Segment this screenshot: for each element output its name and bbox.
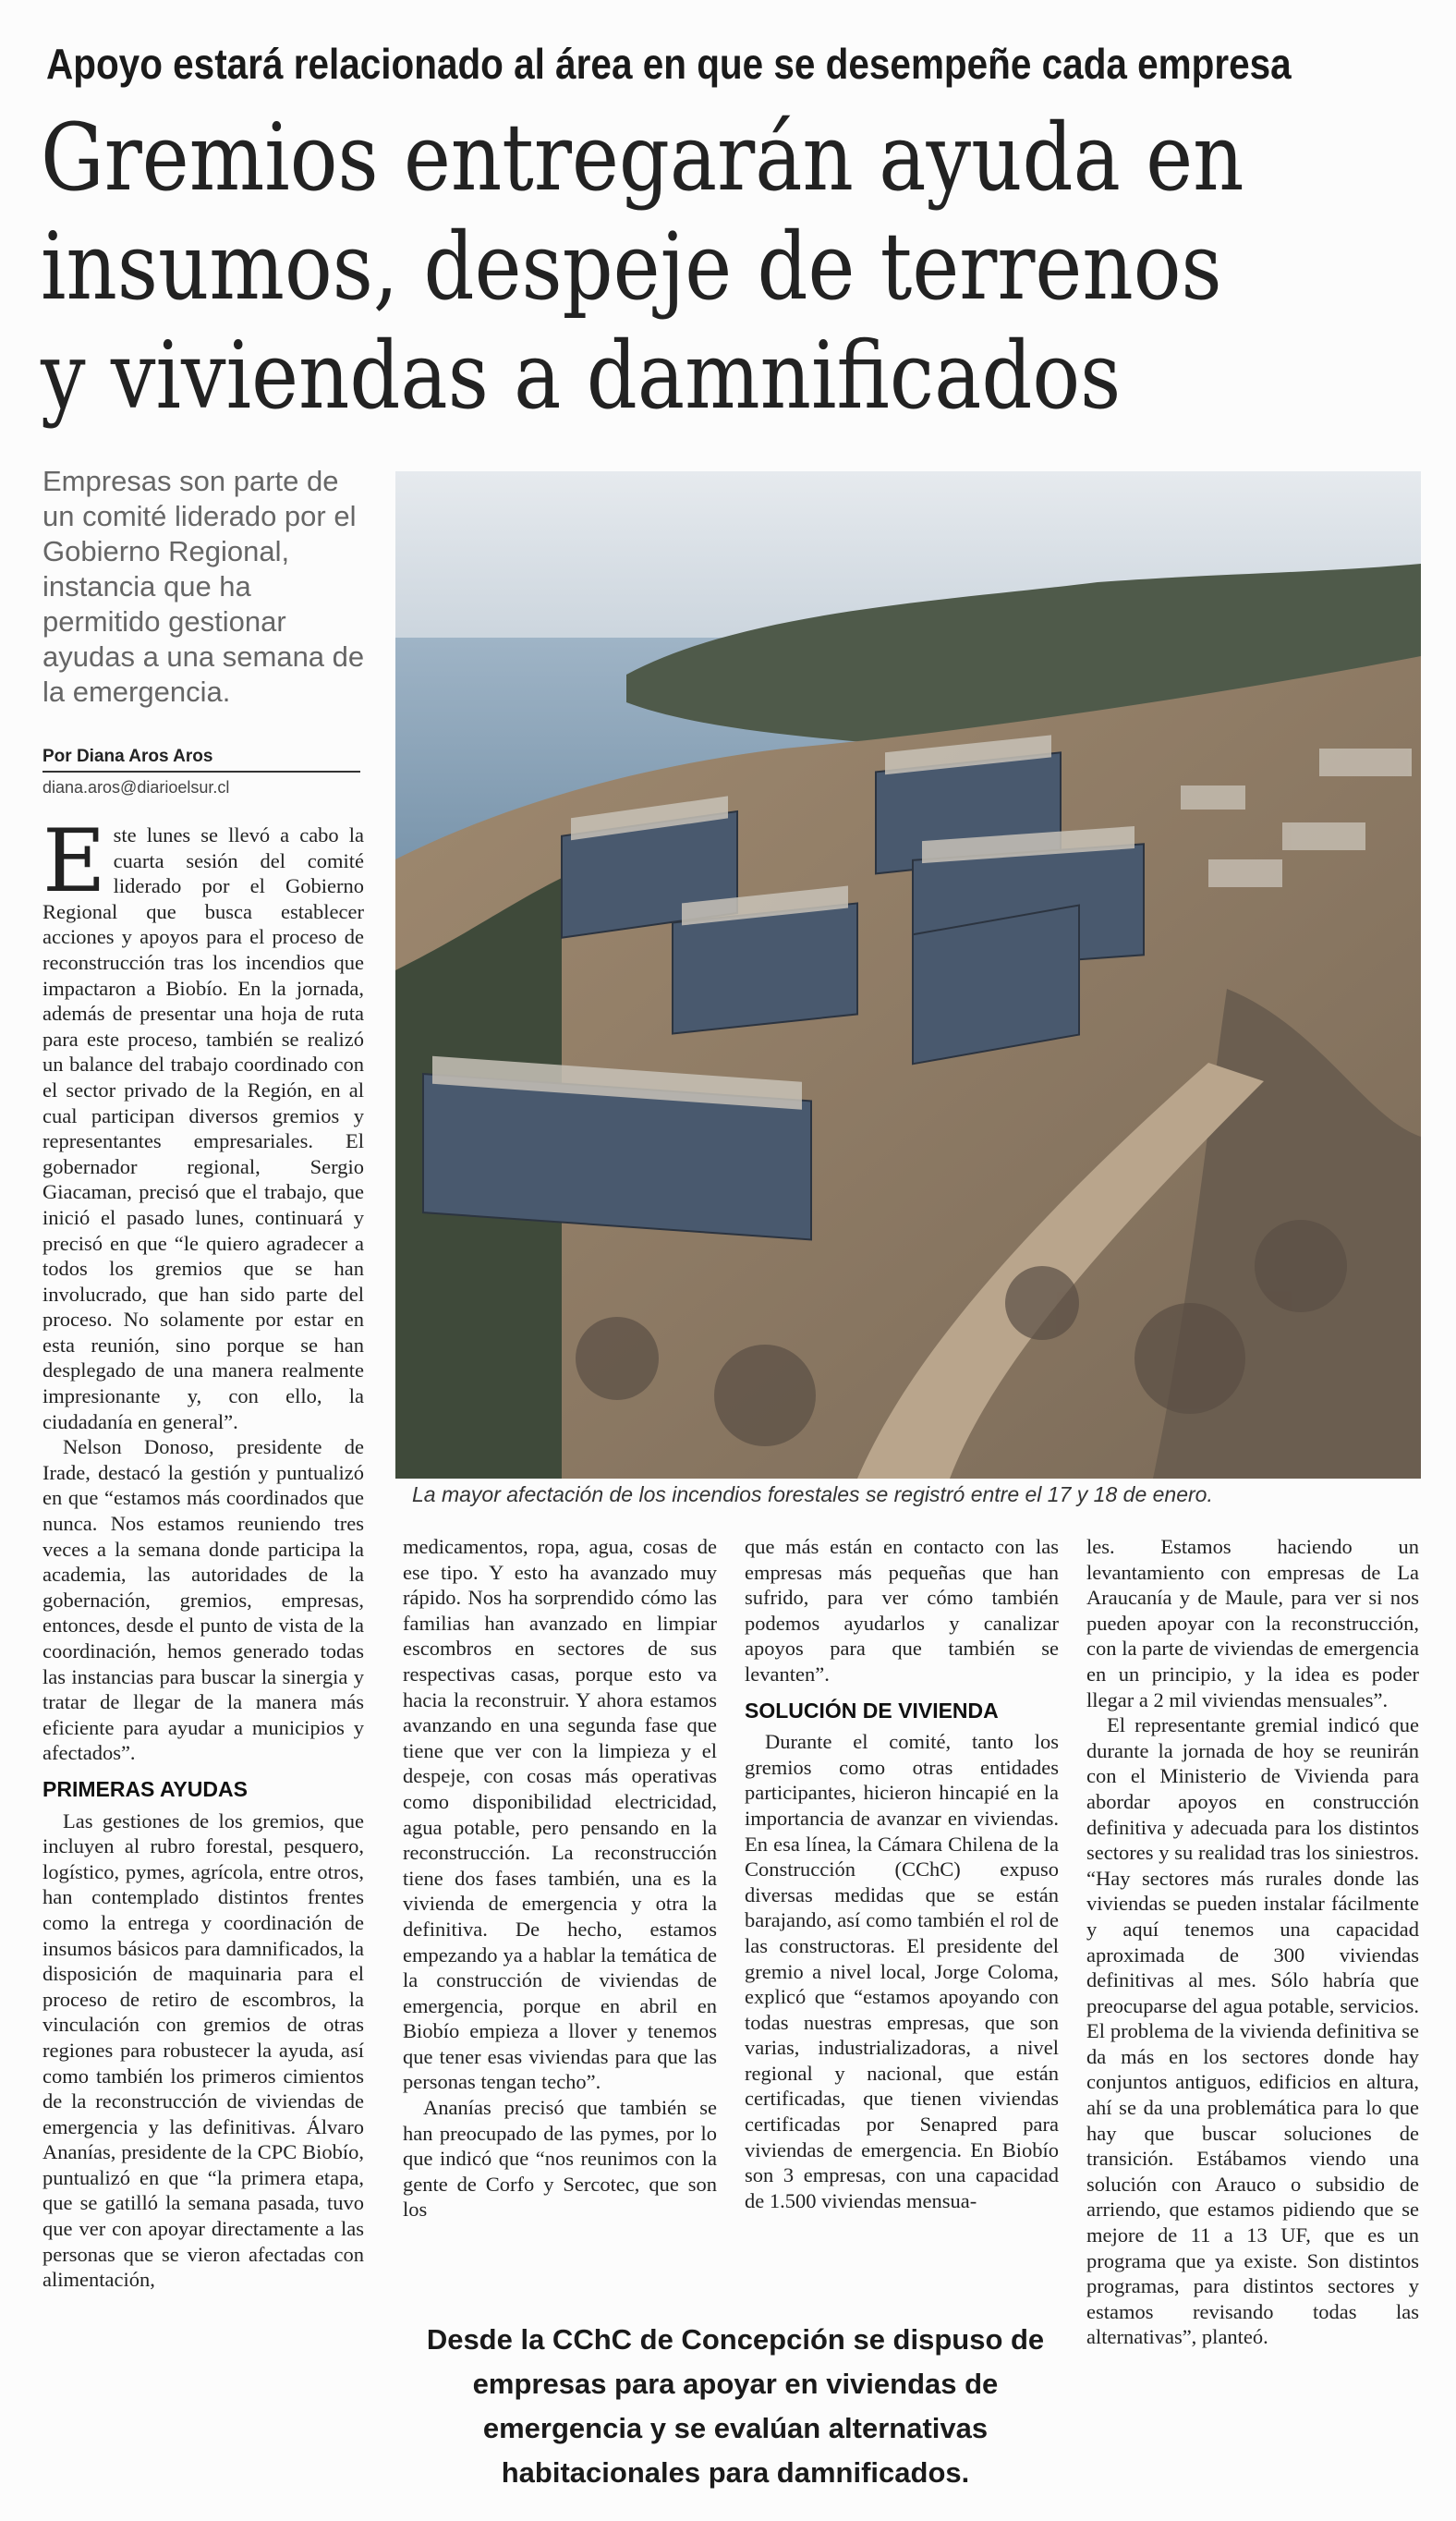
headline-line-3: y viviendas a damnificados <box>41 322 1122 430</box>
body-paragraph: El representante gremial indicó que durante la jornada de hoy se reunirán con el Ministerio de Vivienda para abordar apoyos en construcción definitiva y adecuada para los distintos sectores y su realidad tras los siniestros. “Hay sectores más rurales donde las viviendas se pueden instalar fácilmente y aquí tenemos una capacidad aproximada de 300 viviendas definitivas al mes. Sólo habría que preocuparse del agua potable, servicios. El problema de la vivienda definitiva se da más en los sectores donde hay conjuntos antiguos, edificios en altura, ahí se da una problemática para lo que hay que buscar soluciones de transición. Estábamos viendo una solución con Arauco o subsidio de arriendo, que estamos pidiendo que se mejore de 11 a 13 UF, que es un programa que ya existe. Son distintos programas, para distintos sectores y estamos revisando todas las alternativas”, planteó. <box>1086 1713 1419 2349</box>
pull-quote: Desde la CChC de Concepción se dispuso de empresas para apoyar en viviendas de emergencia y se evalúan alternativas habitacionales para damnificados. <box>426 2323 1045 2489</box>
headline <box>41 104 1426 431</box>
byline-email: diana.aros@diarioelsur.cl <box>42 778 230 797</box>
byline-rule <box>42 771 360 773</box>
aerial-photo <box>395 471 1421 1479</box>
section-heading: PRIMERAS AYUDAS <box>42 1776 248 1801</box>
burned-buildings-image <box>395 471 1421 1479</box>
photo-caption: La mayor afectación de los incendios forestales se registró entre el 17 y 18 de enero. <box>412 1482 1213 1506</box>
headline-line-1: Gremios entregarán ayuda en <box>41 104 1244 212</box>
body-paragraph: Este lunes se llevó a cabo la cuarta sesión del comité liderado por el Gobierno Regional que busca establecer acciones y apoyos para el proceso de reconstrucción tras los incendios que impactaron a Biobío. En la jornada, además de presentar una hoja de ruta para este proceso, también se realizó un balance del trabajo coordinado con el sector privado de la Región, en al cual participan diversos gremios y representantes empresariales. El gobernador regional, Sergio Giacaman, precisó que el trabajo, que inició el pasado lunes, continuará y precisó en que “le quiero agradecer a todos los gremios que se han involucrado, que han sido parte del proceso. No solamente por estar en esta reunión, sino porque se han desplegado de una manera realmente impresionante y, con ello, la ciudadanía en general”. <box>42 811 364 1433</box>
subhead: Empresas son parte de un comité liderado por el Gobierno Regional, instancia que ha permitido gestionar ayudas a una semana de la emergencia. <box>42 465 365 708</box>
kicker: Apoyo estará relacionado al área en que se desempeñe cada empresa <box>46 40 1292 88</box>
body-paragraph: Durante el comité, tanto los gremios como otras entidades participantes, hicieron hincapié en la importancia de avanzar en viviendas. En esa línea, la Cámara Chilena de la Construcción (CChC) expuso diversas medidas que se están barajando, así como también el rol de las constructoras. El presidente del gremio a nivel local, Jorge Coloma, explicó que “estamos apoyando con todas nuestras empresas, que son varias, industrializadoras, a nivel regional y nacional, que están certificadas, que tienen viviendas certificadas por Senapred para viviendas de emergencia. En Biobío son 3 empresas, con una capacidad de 1.500 viviendas mensua- <box>745 1730 1059 2212</box>
body-paragraph: Nelson Donoso, presidente de Irade, destacó la gestión y puntualizó en que “estamos más coordinados que nunca. Nos estamos reuniendo tres veces a la semana donde participa la academia, las autoridades de la gobernación, gremios, empresas, entonces, desde el punto de vista de la coordinación, hemos generado todas las instancias para buscar la sinergia y tratar de llegar de la manera más eficiente para ayudar a municipios y afectados”. <box>42 1435 364 1765</box>
section-heading: SOLUCIÓN DE VIVIENDA <box>745 1698 999 1723</box>
body-paragraph: medicamentos, ropa, agua, cosas de ese tipo. Y esto ha avanzado muy rápido. Nos ha sorprendido cómo las familias han avanzado en limpiar escombros en sectores de sus respectivas casas, porque esto va hacia la reconstruir. Y ahora estamos avanzando en una segunda fase que tiene que ver con la limpieza y el despeje, con cosas más operativas como disponibilidad electricidad, agua potable, pero pensando en la reconstrucción. La reconstrucción tiene dos fases también, una es la vivienda de emergencia y otra la definitiva. De hecho, estamos empezando ya a hablar la temática de la construcción de viviendas de emergencia, porque en abril en Biobío empieza a llover y tenemos que tener esas viviendas para que las personas tengan techo”. <box>403 1535 717 2094</box>
body-column-3 <box>745 1534 1059 2213</box>
byline: Por Diana Aros Aros <box>42 747 213 766</box>
body-paragraph: les. Estamos haciendo un levantamiento con empresas de La Araucanía y de Maule, para ver si nos pueden apoyar con la reconstrucción, con la parte de viviendas de emergencia en un principio, y la idea es poder llegar a 2 mil viviendas mensuales”. <box>1086 1535 1419 1711</box>
body-paragraph: Las gestiones de los gremios, que incluyen al rubro forestal, pesquero, logístico, pymes, agrícola, entre otros, han contemplado distintos frentes como la entrega y coordinación de insumos básicos para damnificados, la disposición de maquinaria para el proceso de retiro de escombros, la vinculación con gremios de otras regiones para robustecer la ayuda, así como también los primeros cimientos de la reconstrucción de viviendas de emergencia y las definitivas. Álvaro Ananías, presidente de la CPC Biobío, puntualizó en que “la primera etapa, que se gatilló la semana pasada, tuvo que ver con apoyar directamente a las personas que se vieron afectadas con alimentación, <box>42 1809 364 2292</box>
drop-cap: E <box>42 811 106 912</box>
body-column-4 <box>1086 1534 1419 2350</box>
headline-line-2: insumos, despeje de terrenos <box>41 213 1222 321</box>
body-paragraph: que más están en contacto con las empresas más pequeñas que han sufrido, para ver cómo también podemos ayudarlos y canalizar apoyos para que también se levanten”. <box>745 1535 1059 1686</box>
body-column-2 <box>403 1534 717 2223</box>
body-column-1 <box>42 811 364 2293</box>
body-paragraph: Ananías precisó que también se han preocupado de las pymes, por lo que indicó que “nos reunimos con la gente de Corfo y Sercotec, que son los <box>403 2096 717 2222</box>
